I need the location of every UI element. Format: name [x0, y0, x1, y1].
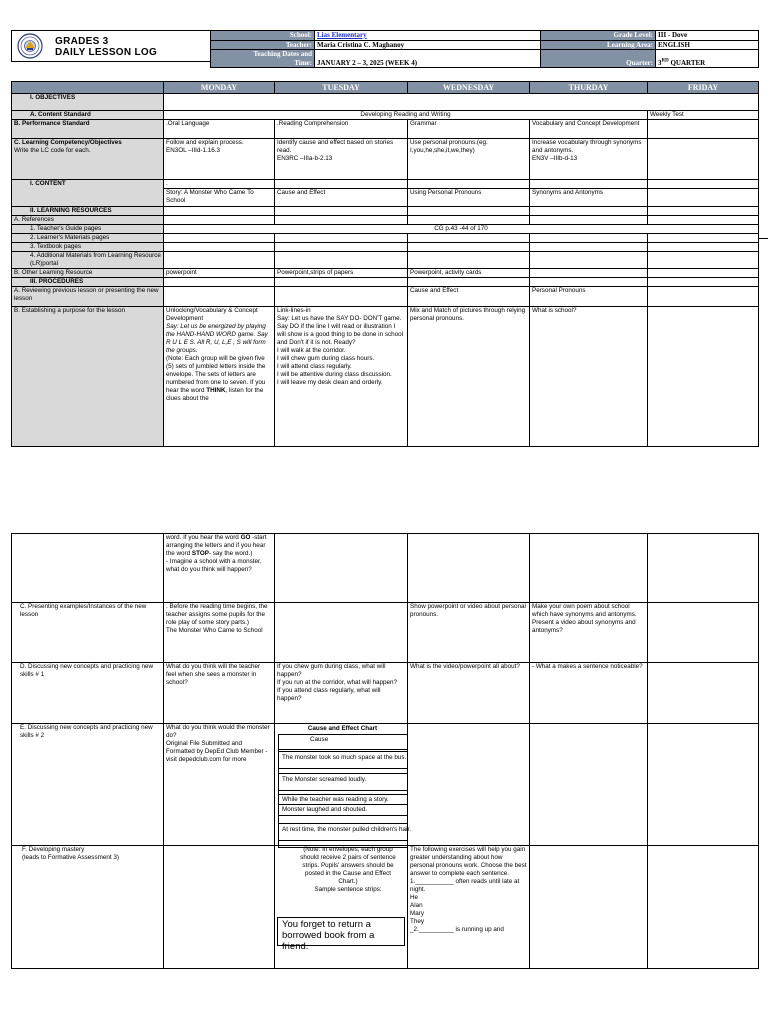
learning-area-label: Learning Area:	[541, 40, 656, 50]
quarter-suffix: RD	[661, 58, 669, 64]
grade-level-value: III - Dove	[656, 31, 759, 41]
chart-cause-header	[278, 734, 408, 750]
content-heading: I. CONTENT	[12, 180, 164, 207]
dates-label-line1: Teaching Dates and	[253, 50, 312, 58]
chart-item-2: The Monster screamed loudly.	[278, 773, 408, 791]
other-resource-label: B. Other Learning Resource	[12, 269, 164, 278]
day-friday: FRIDAY	[648, 82, 759, 94]
discussing1-tue: If you chew gum during class, what will happen? If you run at the corridor, what will happen? If you attend class regularly, what will happen?	[275, 663, 408, 724]
presenting-wed: Show powerpoint or video about personal pronouns.	[408, 603, 530, 663]
lesson-log-table-page1	[11, 81, 759, 447]
purpose-mon-think: THINK	[206, 387, 226, 394]
discussing2-mon: What do you think would the monster do? Original File Submitted and Formatted by DepEd Club Member - visit depedclub.com for more	[164, 724, 275, 846]
day-monday: MONDAY	[164, 82, 275, 94]
presenting-thu: Make your own poem about school which have synonyms and antonyms. Present a video about synonyms and antonyms?	[530, 603, 648, 663]
chart-cause-label: Cause	[310, 736, 329, 743]
dates-value: JANUARY 2 – 3, 2025 (WEEK 4)	[315, 50, 541, 68]
additional-materials-label: 4. Additional Materials from Learning Resource (LR)portal	[12, 252, 164, 269]
grade-level-label: Grade Level:	[541, 31, 656, 41]
competency-label-line1: C. Learning Competency/Objectives	[14, 139, 122, 146]
purpose-wed: Mix and Match of pictures through relying personal pronouns.	[408, 307, 530, 447]
reviewing-label: A. Reviewing previous lesson or presenting the new lesson	[12, 287, 164, 307]
day-wednesday: WEDNESDAY	[408, 82, 530, 94]
continued-mon	[164, 534, 275, 603]
discussing2-label: E. Discussing new concepts and practicing new skills # 2	[12, 724, 164, 846]
mastery-wed: The following exercises will help you gain greater understanding about how personal pronouns work. Choose the best answer to complete each sentence. 1.___________ often reads until late at night. He Alan Mary They _2.__________ is running up and	[408, 846, 530, 969]
cause-effect-chart-title: Cause and Effect Chart	[307, 725, 378, 732]
content-wed: Using Personal Pronouns	[408, 189, 530, 207]
content-thu: Synonyms and Antonyms	[530, 189, 648, 207]
continued-mon-stop: STOP	[191, 550, 209, 557]
textbook-label: 3. Textbook pages	[12, 243, 164, 252]
competency-mon: Follow and explain process. EN3OL –IIId-1.16.3	[164, 139, 275, 180]
discussing1-thu: - What a makes a sentence noticeable?	[530, 663, 648, 724]
procedures-heading: III. PROCEDURES	[12, 278, 164, 287]
other-resource-tue: Powerpoint,strips of papers	[275, 269, 408, 278]
reviewing-thu: Personal Pronouns	[530, 287, 648, 307]
reviewing-wed: Cause and Effect	[408, 287, 530, 307]
teacher-label: Teacher:	[211, 40, 315, 50]
purpose-mon-heading: Unlocking/Vocabulary & Concept Development	[166, 307, 258, 322]
learning-area-value: ENGLISH	[656, 40, 759, 50]
deped-seal-icon	[17, 33, 43, 59]
chart-item-1: The monster took so much space at the bus.	[278, 751, 408, 769]
content-tue: Cause and Effect	[275, 189, 408, 207]
discussing1-label: D. Discussing new concepts and practicing new skills # 1	[12, 663, 164, 724]
learning-resources-heading: II. LEARNING RESOURCES	[12, 207, 164, 216]
content-mon: Story: A Monster Who Came To School	[164, 189, 275, 207]
title-line2: DAILY LESSON LOG	[55, 47, 158, 58]
other-resource-mon: powerpoint	[164, 269, 275, 278]
content-dot: .	[164, 180, 275, 189]
presenting-mon: . Before the reading time begins, the teacher assigns some pupils for the role play of some story parts.) The Monster Who Came to School	[164, 603, 275, 663]
content-standard-value: Developing Reading and Writing	[164, 111, 648, 120]
continued-mon-a: word. If you hear the word	[166, 534, 241, 541]
references-label: A. References	[12, 216, 164, 225]
content-standard-friday: Weekly Test	[648, 111, 759, 120]
dates-label-line2: Time:	[294, 58, 312, 67]
school-value[interactable]: Lias Elementary	[317, 31, 367, 39]
mastery-label	[12, 846, 164, 969]
discussing1-wed: What is the video/powerpoint all about?	[408, 663, 530, 724]
learners-materials-label: 2. Learner's Materials pages	[12, 234, 164, 243]
chart-item-3: While the teacher was reading a story.	[278, 794, 408, 806]
competency-tue: Identify cause and effect based on stories read. EN3RC –IIIa-b-2.13	[275, 139, 408, 180]
purpose-mon-game: Say: Let us be energized by playing the HAND-HAND WORD game. Say R U L E S. All R, U, L,E , S will form the groups.	[166, 323, 268, 354]
objectives-heading: I. OBJECTIVES	[12, 94, 164, 111]
dates-label	[211, 50, 315, 68]
teacher-value: Maria Cristina C. Maghanoy	[315, 40, 541, 50]
sentence-strip: You forget to return a borrowed book from a friend.	[277, 917, 405, 946]
competency-label	[12, 139, 164, 180]
competency-label-line2: Write the LC code for each.	[14, 147, 91, 154]
discussing1-mon: What do you think will the teacher feel when she sees a monster in school?	[164, 663, 275, 724]
purpose-mon-clues: , listen for the clues about the	[166, 387, 264, 402]
mastery-label-line2: (leads to Formative Assessment 3)	[22, 854, 119, 861]
chart-item-5: At rest time, the monster pulled children's hair.	[278, 823, 408, 841]
mastery-tue-note: (Note: In envelopes, each group should receive 2 pairs of sentence strips. Pupils' answers should be posted in the Cause and Effect Chart.) Sample sentence strips:	[300, 846, 396, 893]
quarter-value	[656, 50, 759, 68]
purpose-mon	[164, 307, 275, 447]
competency-wed: Use personal pronouns.(eg. I,you,he,she,it,we,they)	[408, 139, 530, 180]
mastery-label-line1: F. Developing mastery	[22, 846, 85, 853]
school-label: School:	[211, 31, 315, 41]
purpose-thu: What is school?	[530, 307, 648, 447]
performance-wed: Grammar	[408, 120, 530, 139]
quarter-number: 3	[658, 58, 662, 67]
purpose-mon-note: (Note: Each group will be given five (5) sets of jumbled letters inside the envelope. The sets of letters are numbered from one to seven. If you hear the word	[166, 355, 266, 394]
other-resource-wed: Powerpoint, activity cards	[408, 269, 530, 278]
continued-mon-b: -start arranging the letters and if you hear the word	[166, 534, 267, 557]
corner-cell	[12, 82, 164, 94]
header-info-table	[210, 30, 759, 68]
day-thursday: THURDAY	[530, 82, 648, 94]
performance-standard-label: B. Performance Standard	[12, 120, 164, 139]
chart-item-4: Monster laughed and shouted.	[278, 804, 408, 816]
content-standard-label: A. Content Standard	[12, 111, 164, 120]
quarter-label: Quarter:	[541, 50, 656, 68]
performance-mon: .Oral Language	[164, 120, 275, 139]
title-line1: GRADES 3	[55, 36, 109, 47]
performance-tue: .Reading Comprehension	[275, 120, 408, 139]
teachers-guide-label: 1. Teacher's Guide pages	[12, 225, 164, 234]
performance-thu: Vocabulary and Concept Development	[530, 120, 648, 139]
purpose-tue: Link-lines-in Say: Let us have the SAY DO- DON'T game. Say DO if the line I will read or illustration I will show is a good thing to be done in school and Don't if it is not. Ready? I will walk at the corridor. I will chew gum during class hours. I will attend class regularly. I will be attentive during class discussion. I will leave my desk clean and orderly.	[275, 307, 408, 447]
title-block	[11, 30, 212, 62]
continued-mon-go: GO	[240, 534, 251, 541]
continued-mon-c: - say the word.) - Imagine a school with a monster, what do you think will happen?	[166, 550, 262, 573]
day-tuesday: TUESDAY	[275, 82, 408, 94]
page1-stray-line	[758, 238, 768, 239]
teachers-guide-value: CG p.43 -44 of 170	[164, 225, 759, 234]
quarter-word: QUARTER	[668, 58, 706, 67]
purpose-label: B. Establishing a purpose for the lesson	[12, 307, 164, 447]
presenting-label: C. Presenting examples/Instances of the new lesson	[12, 603, 164, 663]
competency-thu: Increase vocabulary through synonyms and antonyms. EN3V –IIIb-d-13	[530, 139, 648, 180]
